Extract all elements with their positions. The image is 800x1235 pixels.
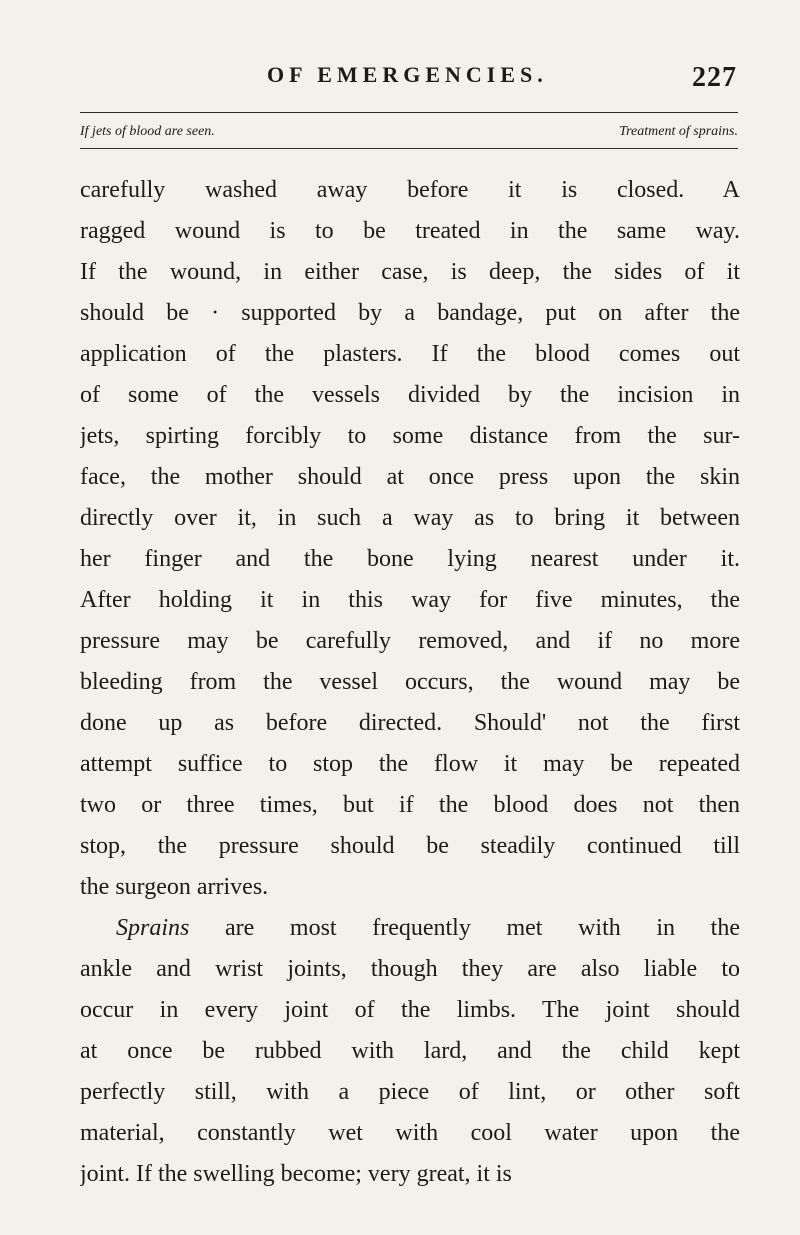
text-line: directly over it, in such a way as to bring it between [80, 505, 740, 531]
text-line: material, constantly wet with cool water upon the [80, 1120, 740, 1146]
sprains-line-text: are most frequently met with in the [225, 915, 740, 941]
sprains-heading: Sprains [116, 915, 190, 941]
text-line: done up as before directed. Should' not the first [80, 710, 740, 736]
text-line: perfectly still, with a piece of lint, or other soft [80, 1079, 740, 1105]
running-head [80, 62, 740, 102]
text-line: attempt suffice to stop the flow it may be repeated [80, 751, 740, 777]
text-line: jets, spirting forcibly to some distance from the sur- [80, 423, 740, 449]
body-text [80, 170, 740, 1195]
left-sidenote: If jets of blood are seen. [80, 124, 215, 139]
text-line: ragged wound is to be treated in the same way. [80, 218, 740, 244]
text-line: pressure may be carefully removed, and if no more [80, 628, 740, 654]
running-title: OF EMERGENCIES. [267, 62, 548, 87]
text-line: bleeding from the vessel occurs, the wound may be [80, 669, 740, 695]
text-line: application of the plasters. If the blood comes out [80, 341, 740, 367]
paragraph-sprains-first-line [80, 908, 740, 949]
text-line: joint. If the swelling become; very great, it is [80, 1161, 512, 1187]
page-number: 227 [692, 62, 737, 93]
header-rule-bottom [80, 148, 738, 149]
text-line: carefully washed away before it is closed. A [80, 177, 740, 203]
text-line: at once be rubbed with lard, and the child kept [80, 1038, 740, 1064]
text-line: ankle and wrist joints, though they are also liable to [80, 956, 740, 982]
text-line: If the wound, in either case, is deep, the sides of it [80, 259, 740, 285]
text-line: the surgeon arrives. [80, 874, 269, 900]
text-line: After holding it in this way for five minutes, the [80, 587, 740, 613]
text-line: face, the mother should at once press upon the skin [80, 464, 740, 490]
text-line: two or three times, but if the blood does not then [80, 792, 740, 818]
text-line: her finger and the bone lying nearest under it. [80, 546, 740, 572]
header-rule-top [80, 112, 738, 113]
sidenotes [80, 124, 738, 144]
text-line: should be · supported by a bandage, put on after the [80, 300, 740, 326]
text-line: occur in every joint of the limbs. The joint should [80, 997, 740, 1023]
right-sidenote: Treatment of sprains. [619, 124, 738, 139]
text-line: stop, the pressure should be steadily continued till [80, 833, 740, 859]
text-line: of some of the vessels divided by the incision in [80, 382, 740, 408]
